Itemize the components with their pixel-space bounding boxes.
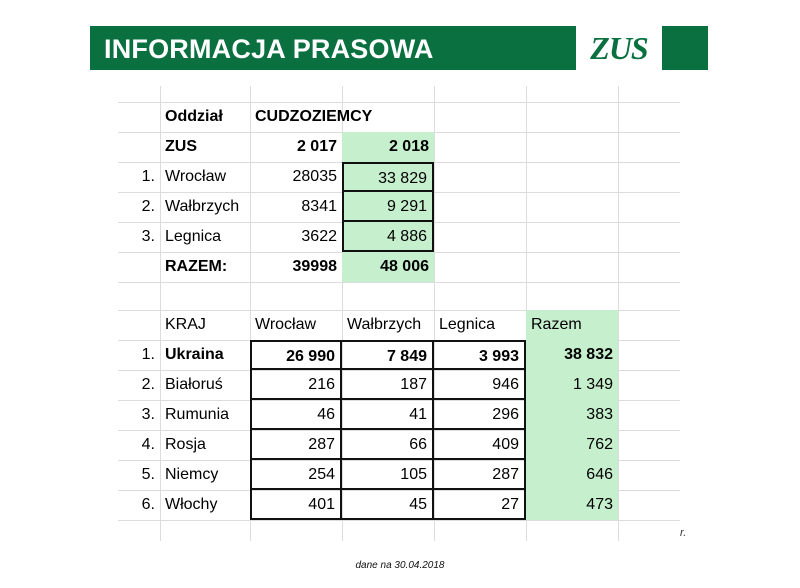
- table2-country-name: Rumunia: [165, 406, 230, 423]
- table2-country-name: Rosja: [165, 436, 206, 453]
- table2-row-num: 5.: [141, 466, 155, 483]
- grid-line: [118, 282, 680, 283]
- table1-year-2018: 2 018: [342, 132, 434, 162]
- table1-value-2018: 33 829: [342, 162, 434, 192]
- logo-strip: [662, 26, 708, 70]
- table2-value-wroclaw: 216: [250, 370, 342, 400]
- zus-logo: [585, 26, 653, 70]
- table1-total-label: RAZEM:: [165, 258, 228, 275]
- table2-value-legnica: 409: [434, 430, 526, 460]
- table1-branch-name: Legnica: [165, 228, 222, 245]
- table1-value-2017: 3622: [301, 228, 337, 245]
- table2-value-legnica: 946: [434, 370, 526, 400]
- table2-value-wroclaw: 254: [250, 460, 342, 490]
- table2-value-walbrzych: 187: [342, 370, 434, 400]
- table2-value-legnica: 3 993: [434, 340, 526, 370]
- table2-header-legnica: Legnica: [439, 316, 496, 333]
- table2-value-wroclaw: 26 990: [250, 340, 342, 370]
- table1-total-2017: 39998: [292, 258, 337, 275]
- table2-country-name: Niemcy: [165, 466, 219, 483]
- table2-value-wroclaw: 46: [250, 400, 342, 430]
- table1-value-2017: 28035: [292, 168, 337, 185]
- table2-value-total: 473: [526, 490, 618, 520]
- table2-value-total: 646: [526, 460, 618, 490]
- stray-mark: r.: [680, 527, 687, 539]
- grid-line: [118, 520, 680, 521]
- table1-row-num: 2.: [141, 198, 155, 215]
- data-date-footnote: dane na 30.04.2018: [355, 560, 445, 571]
- table1-total-2018: 48 006: [342, 252, 434, 282]
- table2-header-walbrzych: Wałbrzych: [347, 316, 422, 333]
- table1-value-2018: 9 291: [342, 192, 434, 222]
- table1-year-2017: 2 017: [296, 138, 337, 155]
- table2-header-total: Razem: [526, 310, 618, 340]
- table2-value-legnica: 296: [434, 400, 526, 430]
- table2-value-total: 762: [526, 430, 618, 460]
- table2-row-num: 6.: [141, 496, 155, 513]
- table2-value-walbrzych: 7 849: [342, 340, 434, 370]
- table2-value-walbrzych: 41: [342, 400, 434, 430]
- table2-value-walbrzych: 45: [342, 490, 434, 520]
- table2-header-country: KRAJ: [165, 316, 206, 333]
- table1-zus-label: ZUS: [165, 138, 197, 155]
- table2-country-name: Ukraina: [165, 346, 224, 363]
- table1-row-num: 1.: [141, 168, 155, 185]
- table1-branch-name: Wrocław: [165, 168, 227, 185]
- page-title: INFORMACJA PRASOWA: [104, 34, 434, 64]
- table1-value-2018: 4 886: [342, 222, 434, 252]
- table2-row-num: 4.: [141, 436, 155, 453]
- table2-value-walbrzych: 66: [342, 430, 434, 460]
- table2-value-total: 1 349: [526, 370, 618, 400]
- table2-row-num: 1.: [141, 346, 155, 363]
- table2-value-walbrzych: 105: [342, 460, 434, 490]
- table2-value-wroclaw: 287: [250, 430, 342, 460]
- table2-value-total: 38 832: [526, 340, 618, 370]
- table2-value-legnica: 27: [434, 490, 526, 520]
- table1-title: CUDZOZIEMCY: [255, 108, 373, 125]
- table2-country-name: Białoruś: [165, 376, 223, 393]
- table2-value-legnica: 287: [434, 460, 526, 490]
- table2-row-num: 2.: [141, 376, 155, 393]
- table2-value-total: 383: [526, 400, 618, 430]
- table1-row-num: 3.: [141, 228, 155, 245]
- table2-row-num: 3.: [141, 406, 155, 423]
- spreadsheet-grid: [118, 86, 680, 541]
- zus-logo-text: ZUS: [590, 30, 648, 66]
- table1-col-label: Oddział: [165, 108, 223, 125]
- table2-country-name: Włochy: [165, 496, 218, 513]
- table1-value-2017: 8341: [301, 198, 337, 215]
- page-title-banner: [90, 26, 576, 70]
- table2-value-wroclaw: 401: [250, 490, 342, 520]
- table2-header-wroclaw: Wrocław: [255, 316, 317, 333]
- grid-line: [618, 86, 619, 541]
- table1-branch-name: Wałbrzych: [165, 198, 240, 215]
